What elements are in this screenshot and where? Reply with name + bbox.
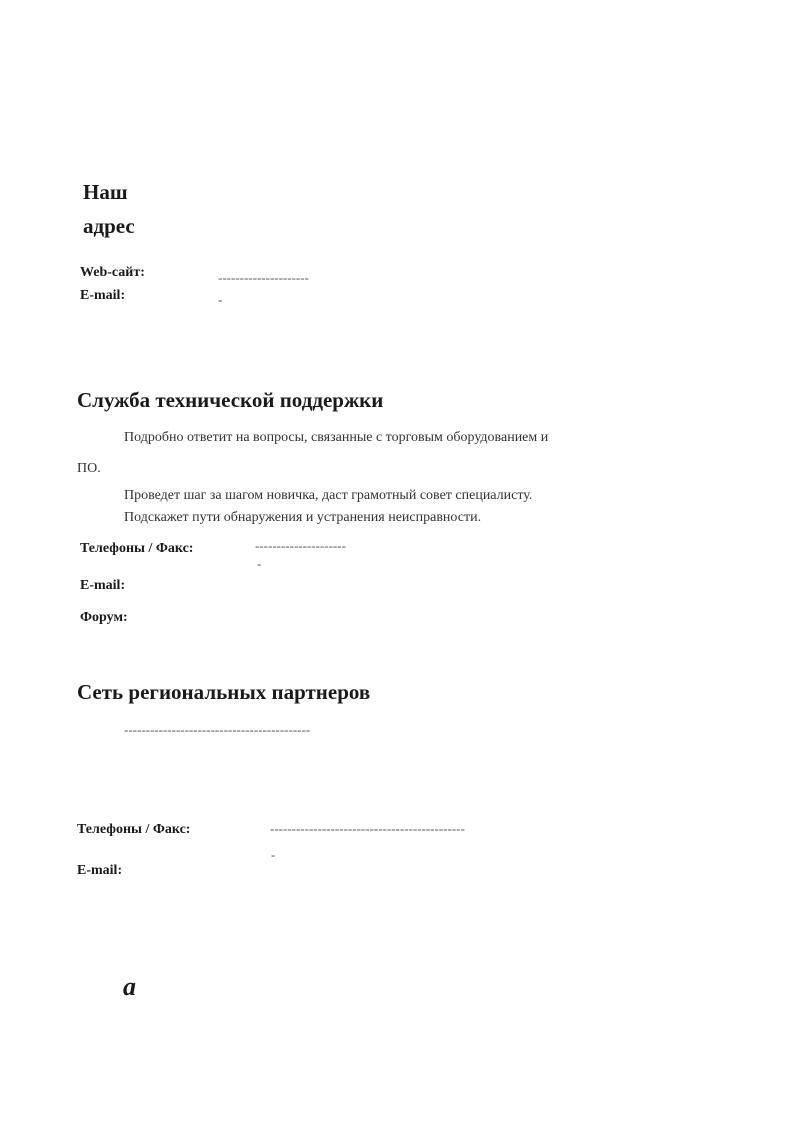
support-phone-label: Телефоны / Факс: [80,541,194,556]
partners-title: Сеть региональных партнеров [77,680,371,704]
address-title-line2: адрес [83,214,135,238]
partners-phone-value: --------------------------------------------- [270,821,465,836]
support-para1-cont: ПО. [77,461,101,476]
support-para2: Проведет шаг за шагом новичка, даст грамотный совет специалисту. [124,488,533,503]
support-email-label: E-mail: [80,578,126,593]
partners-line: ------------------------------------------- [124,722,311,737]
partners-phone-value2: - [271,847,276,862]
partners-phone-label: Телефоны / Факс: [77,822,191,837]
support-forum-label: Форум: [80,610,128,625]
support-para1: Подробно ответит на вопросы, связанные с торговым оборудованием и [124,430,549,445]
address-title-line1: Наш [83,180,128,204]
website-label: Web-сайт: [80,265,145,280]
support-para3: Подскажет пути обнаружения и устранения неисправности. [124,510,482,525]
footer-glyph: a [123,972,136,1001]
address-email-value: - [218,292,223,307]
support-phone-value2: - [257,556,262,571]
support-phone-value: --------------------- [255,538,346,553]
support-title: Служба технической поддержки [77,388,384,412]
website-value: --------------------- [218,270,309,285]
address-email-label: E-mail: [80,288,126,303]
partners-email-label: E-mail: [77,863,123,878]
